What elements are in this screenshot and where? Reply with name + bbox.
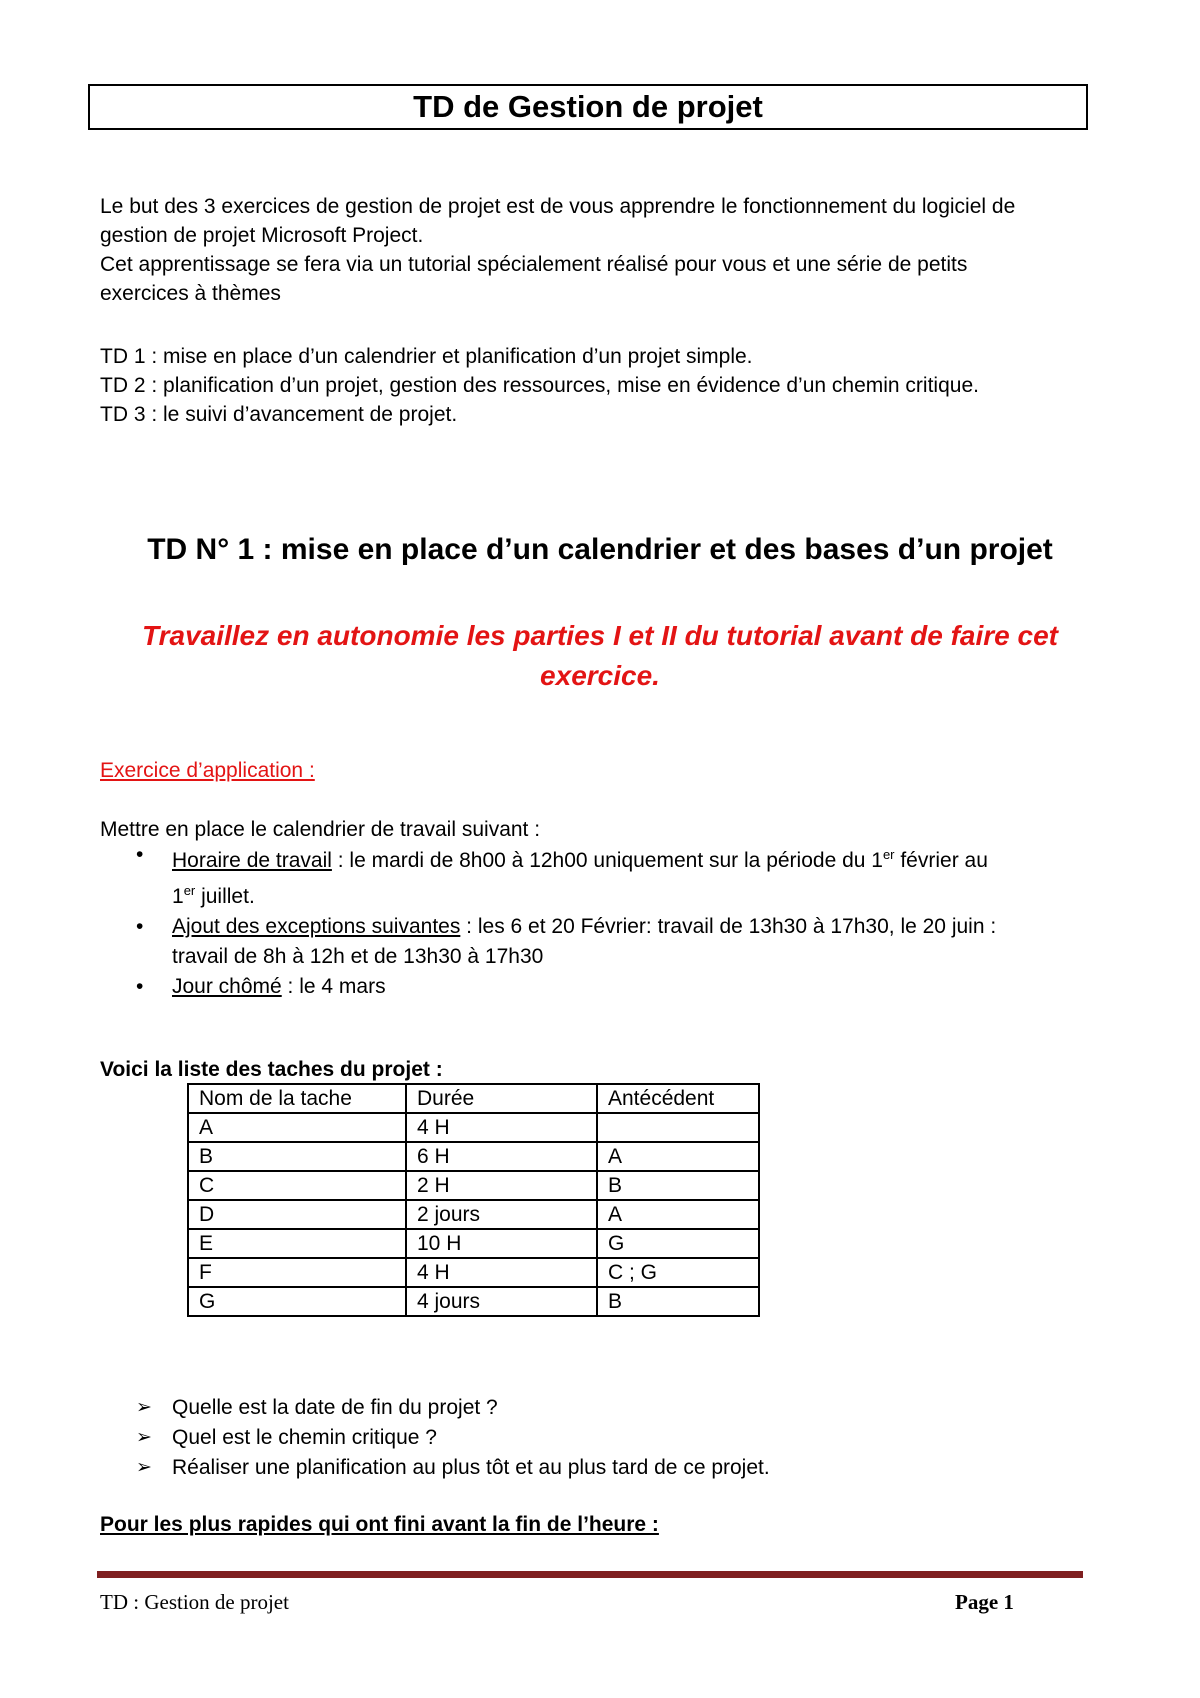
table-header: Durée: [406, 1084, 597, 1113]
table-header: Nom de la tache: [188, 1084, 406, 1113]
table-row: [188, 1258, 759, 1287]
td1-title: TD N° 1 : mise en place d’un calendrier et des bases d’un projet: [147, 533, 1053, 566]
question-list: [136, 1393, 770, 1483]
question-item: [136, 1393, 770, 1423]
warning-line-2: exercice.: [540, 660, 660, 691]
arrow-bullet-icon: ➢: [136, 1457, 152, 1478]
question-item: [136, 1453, 770, 1483]
bullet-icon: •: [136, 843, 144, 866]
footer-divider: [97, 1571, 1083, 1578]
bullet-text: travail de 8h à 12h et de 13h30 à 17h30: [172, 945, 544, 968]
calendar-intro: Mettre en place le calendrier de travail suivant :: [100, 818, 541, 841]
table-cell: 2 H: [406, 1171, 597, 1200]
table-row: [188, 1287, 759, 1316]
table-cell: 4 jours: [406, 1287, 597, 1316]
bullet-text: : les 6 et 20 Février: travail de 13h30 à 17h30, le 20 juin :: [460, 915, 997, 938]
bullet-text: juillet.: [195, 885, 255, 908]
bullet-text: : le mardi de 8h00 à 12h00 uniquement sur la période du 1: [331, 849, 883, 872]
arrow-bullet-icon: ➢: [136, 1427, 152, 1448]
table-cell: 2 jours: [406, 1200, 597, 1229]
table-row: [188, 1229, 759, 1258]
table-header-row: [188, 1084, 759, 1113]
question-text: Quelle est la date de fin du projet ?: [172, 1396, 498, 1419]
table-cell: A: [188, 1113, 406, 1142]
table-cell: E: [188, 1229, 406, 1258]
superscript: er: [882, 847, 895, 862]
bullet-icon: •: [136, 915, 144, 938]
table-cell: G: [188, 1287, 406, 1316]
table-cell: D: [188, 1200, 406, 1229]
bullet-working-hours: [136, 840, 996, 912]
table-header: Antécédent: [597, 1084, 759, 1113]
table-cell: A: [597, 1200, 759, 1229]
table-cell: 4 H: [406, 1113, 597, 1142]
bullet-label: Horaire de travail: [172, 849, 332, 872]
intro-line: Le but des 3 exercices de gestion de projet est de vous apprendre le fonctionnement du logiciel de: [100, 195, 1016, 218]
table-cell: C ; G: [597, 1258, 759, 1287]
table-cell: 6 H: [406, 1142, 597, 1171]
bullet-label: Ajout des exceptions suivantes: [172, 915, 461, 938]
table-cell: B: [188, 1142, 406, 1171]
bullet-text: février au: [894, 849, 988, 872]
td-list-item: TD 3 : le suivi d’avancement de projet.: [100, 403, 458, 426]
table-row: [188, 1171, 759, 1200]
intro-line: Cet apprentissage se fera via un tutorial spécialement réalisé pour vous et une série de petits: [100, 253, 968, 276]
td-list-item: TD 1 : mise en place d’un calendrier et planification d’un projet simple.: [100, 345, 753, 368]
bullet-day-off: [136, 972, 996, 1002]
bullet-icon: •: [136, 975, 144, 998]
question-text: Quel est le chemin critique ?: [172, 1426, 437, 1449]
td-list-item: TD 2 : planification d’un projet, gestion des ressources, mise en évidence d’un chemin critique.: [100, 374, 979, 397]
question-item: [136, 1423, 770, 1453]
intro-line: gestion de projet Microsoft Project.: [100, 224, 424, 247]
table-cell: B: [597, 1171, 759, 1200]
table-cell: [597, 1113, 759, 1142]
table-cell: B: [597, 1287, 759, 1316]
intro-line: exercices à thèmes: [100, 282, 281, 305]
table-cell: A: [597, 1142, 759, 1171]
bullet-text: 1: [172, 885, 184, 908]
table-row: [188, 1200, 759, 1229]
exercise-heading: Exercice d’application :: [100, 759, 315, 782]
page-title: TD de Gestion de projet: [88, 84, 1088, 130]
superscript: er: [183, 883, 196, 898]
table-cell: G: [597, 1229, 759, 1258]
table-cell: 4 H: [406, 1258, 597, 1287]
table-cell: C: [188, 1171, 406, 1200]
warning-line-1: Travaillez en autonomie les parties I et II du tutorial avant de faire cet: [142, 620, 1058, 651]
arrow-bullet-icon: ➢: [136, 1397, 152, 1418]
td-list: [100, 342, 979, 429]
footer-title: TD : Gestion de projet: [100, 1590, 289, 1614]
question-text: Réaliser une planification au plus tôt et au plus tard de ce projet.: [172, 1456, 770, 1479]
table-cell: 10 H: [406, 1229, 597, 1258]
bullet-label: Jour chômé: [172, 975, 282, 998]
intro-paragraph: [100, 192, 1015, 308]
calendar-bullets: [136, 840, 996, 1002]
bullet-exceptions: [136, 912, 996, 972]
task-list-heading: Voici la liste des taches du projet :: [100, 1058, 443, 1081]
table-row: [188, 1113, 759, 1142]
tutorial-warning: [100, 616, 1100, 696]
bullet-text: : le 4 mars: [281, 975, 386, 998]
page-number: Page 1: [955, 1590, 1014, 1614]
task-table: [187, 1083, 760, 1317]
fast-finishers-heading: Pour les plus rapides qui ont fini avant la fin de l’heure :: [100, 1513, 659, 1536]
table-cell: F: [188, 1258, 406, 1287]
table-row: [188, 1142, 759, 1171]
